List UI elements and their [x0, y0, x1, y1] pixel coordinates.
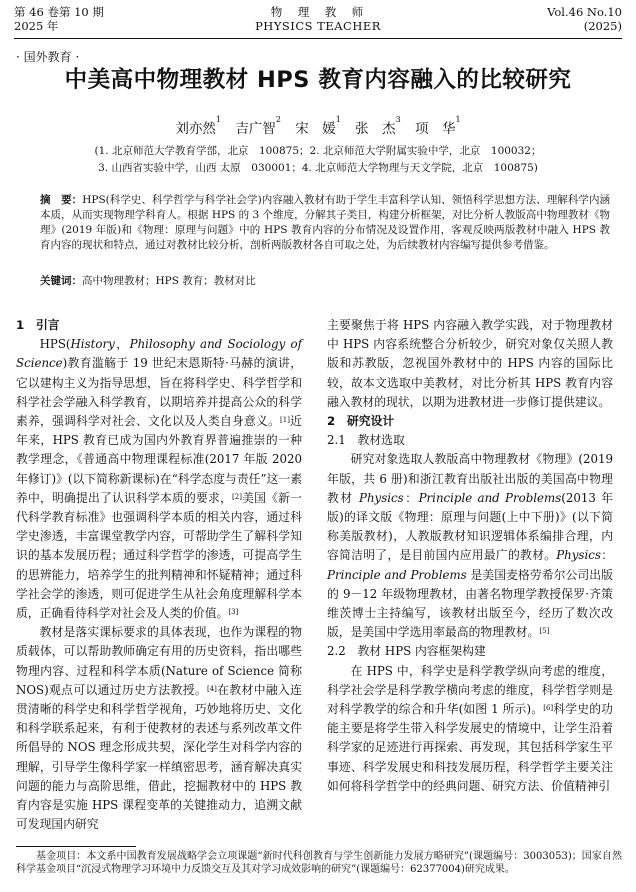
affiliation-line: (1. 北京师范大学教育学部，北京 100875；2. 北京师范大学附属实验中学，北京 100032；: [94, 145, 542, 157]
section-heading: 2 研究设计: [327, 414, 395, 429]
body-paragraph: 教材是落实课标要求的具体表现，也作为课程的物质载体，可以帮助教师确定有用的历史资料，指出哪些物理内容、过程和科学本质(Nature of Science 简称 NOS)观点可以通过历史方法教授。[4]在教材中融入连贯清晰的科学史和科学哲学视角，巧妙地将历史、文化和科学联系起来，有利于使教材的表述与系列改革文件所倡导的 NOS 理念形成共契，深化学生对科学内容的理解，引导学生像科学家一样缜密思考，涵育解决真实问题的能力与高阶思维，借此，挖掘教材中的 HPS 教育内容是实施 HPS 课程变革的关键推动力，追溯文献可发现国内研究: [16, 625, 302, 832]
abstract-label: 摘 要：: [40, 194, 83, 206]
keywords-text: 高中物理教材；HPS 教育；教材对比: [82, 275, 256, 287]
keywords-label: 关键词：: [40, 275, 82, 287]
body-column-right: [327, 316, 613, 796]
footnote-rule: [16, 846, 136, 847]
body-paragraph: 研究对象选取人教版高中物理教材《物理》(2019 年版，共 6 册)和浙江教育出版社出版的美国高中物理教材 Physics：Principle and Problems(2013 年版)的译文版《物理：原理与问题(上中下册)》(以下简称美版教材)，人教版教材知识逻辑体系编排合理，内容简洁明了，是目前国内应用最广的教材。Physics：Principle and Problems 是美国麦格劳希尔公司出版的 9－12 年级物理教材，由著名物理学教授保罗·齐策维茨博士主持编写，该教材出版至今，经历了数次改版，是美国中学选用率最高的物理教材。[5]: [327, 452, 613, 640]
paper-title: 中美高中物理教材 HPS 教育内容融入的比较研究: [64, 67, 572, 93]
author: 刘亦然$^1$: [175, 115, 222, 137]
author: 吉广智$^2$: [235, 115, 281, 137]
funding-footnote: 基金项目：本文系中国教育发展战略学会立项课题“新时代科创教育与学生创新能力发展方略研究”(课题编号：3003053)；国家自然科学基金项目“沉浸式物理学习环境中力反馈交互及其对学习成效影响的研究”(课题编号：62377004)研究成果。: [16, 851, 622, 875]
journal-volume: 第 46 卷第 10 期 2025 年: [14, 5, 104, 33]
body-paragraph: 主要聚焦于将 HPS 内容融入教学实践，对于物理教材中 HPS 内容系统整合分析较少，研究对象仅关照人教版和苏教版，忽视国外教材中的 HPS 内容的国际比较，故本文选取中美教材，对比分析其 HPS 教育内容融入教材的现状，以期为进教材进一步修订提供建议。: [327, 318, 613, 409]
column-tag: · 国外教育 ·: [16, 50, 80, 64]
subsection-heading: 2.1 教材选取: [327, 433, 405, 448]
body-paragraph: HPS(History，Philosophy and Sociology of Science)教育滥觞于 19 世纪末恩斯特·马赫的演讲，它以建构主义为指导思想，旨在将科学史、科学哲学和科学社会学融入科学教育，以期培养并提高公众的科学素养，强调科学对社会、文化以及人类自身意义。[1]近年来，HPS 教育已成为国内外教育界普遍推崇的一种教学理念，《普通高中物理课程标准(2017 年版 2020 年修订)》(以下简称新课标)在“科学态度与责任”这一素养中，明确提出了认识科学本质的要求，[2]美国《新一代科学教育标准》也强调科学本质的相关内容，通过科学史渗透，丰富课堂教学内容，可帮助学生了解科学知识的基本发展历程；通过科学哲学的渗透，可提高学生的思辨能力，培养学生的批判精神和怀疑精神；通过科学社会学的渗透，则可促进学生从社会角度理解科学本质，正确看待科学对社会及人类的价值。[3]: [16, 337, 302, 621]
abstract-text: HPS(科学史、科学哲学与科学社会学)内容融入教材有助于学生丰富科学认知、领悟科学思想方法、理解科学内涵本质，从而实现物理学科育人。根据 HPS 的 3 个维度，分解其子类目，构建分析框架，对比分析人教版高中物理教材《物理》(2019 年版)和《物理：原理与问题》中的 HPS 教育内容的分布情况及设置作用，客观反映两版教材中融入 HPS 教育内容的现状和特点，通过对教材比较分析，剖析两版教材各自可取之处，为后续教材内容编写提供参考借鉴。: [40, 194, 611, 251]
journal-issue: Vol.46 No.10 (2025): [547, 5, 622, 33]
header-rule: [14, 38, 622, 39]
author: 项 华$^1$: [414, 115, 461, 137]
journal-name: 物 理 教 师 PHYSICS TEACHER: [255, 5, 381, 33]
subsection-heading: 2.2 教材 HPS 内容框架构建: [327, 644, 486, 659]
author: 宋 媛$^1$: [295, 115, 341, 137]
affiliation-line: 3. 山西省实验中学，山西 太原 030001；4. 北京师范大学物理与天文学院，北京 100875): [98, 162, 538, 174]
body-paragraph: 在 HPS 中，科学史是科学教学纵向考虑的维度，科学社会学是科学教学横向考虑的维度，科学哲学则是对科学教学的综合和升华(如图 1 所示)。[6]科学史的功能主要是将学生带入科学发展史的情境中，让学生沿着科学家的足迹进行再探索、再发现，其包括科学家生平事迹、科学发展史和科技发展历程，科学哲学主要关注如何将科学哲学中的经典问题、研究方法、价值精神引: [327, 663, 613, 793]
abstract: [40, 193, 610, 253]
body-column-left: [16, 316, 302, 834]
section-heading: 1 引言: [16, 318, 60, 332]
keywords: [40, 273, 610, 288]
author-list: [0, 117, 636, 137]
author: 张 杰$^3$: [355, 115, 401, 137]
